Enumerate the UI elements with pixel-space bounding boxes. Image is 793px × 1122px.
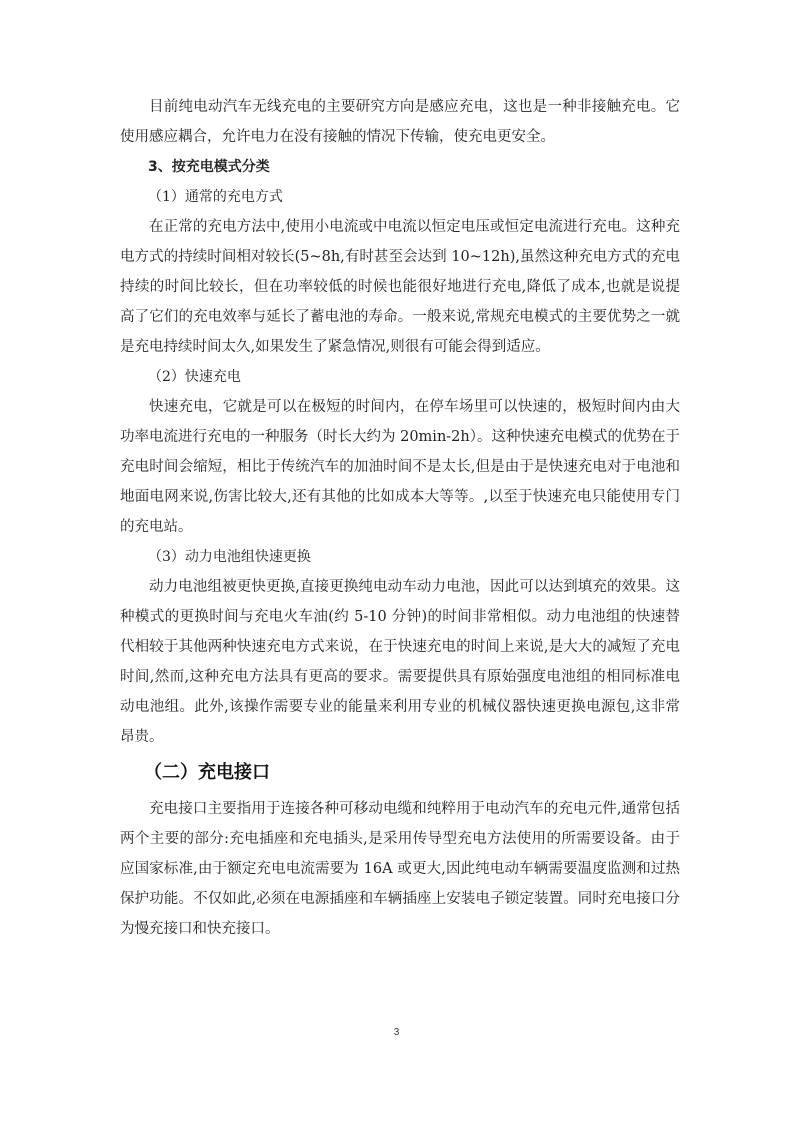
subheading-fast-charging: （2）快速充电 [148,369,241,385]
paragraph-battery-swap: 动力电池组被更快更换,直接更换纯电动车动力电池，因此可以达到填充的效果。这种模式的更换时间与充电火车油(约 5-10 分钟)的时间非常相似。动力电池组的快速替代相较于其他两种快速充电方式来说，在于快速充电的时间上来说,是大大的减短了充电时间,然而,这种充电方法具有更高的要求。需要提供具有原始强度电池组的相同标准电动电池组。此外,该操作需要专业的能量来利用专业的机械仪器快速更换电源包,这非常昂贵。 [120,579,680,745]
subheading-normal-charging: （1）通常的充电方式 [148,189,283,205]
document-body [120,92,680,944]
section-heading-charging-interface: （二）充电接口 [144,762,270,783]
paragraph-normal-charging: 在正常的充电方法中,使用小电流或中电流以恒定电压或恒定电流进行充电。这种充电方式的持续时间相对较长(5~8h,有时甚至会达到 10~12h),虽然这种充电方式的充电持续的时间比较长，但在功率较低的时候也能很好地进行充电,降低了成本,也就是说提高了它们的充电效率与延长了蓄电池的寿命。一般来说,常规充电模式的主要优势之一就是充电持续时间太久,如果发生了紧急情况,则很有可能会得到适应。 [120,219,680,355]
subheading-battery-swap: （3）动力电池组快速更换 [148,549,311,565]
heading-charging-mode: 3、按充电模式分类 [148,159,270,175]
paragraph-fast-charging: 快速充电，它就是可以在极短的时间内，在停车场里可以快速的，极短时间内由大功率电流进行充电的一种服务（时长大约为 20min-2h）。这种快速充电模式的优势在于充电时间会缩短，相比于传统汽车的加油时间不是太长,但是由于是快速充电对于电池和地面电网来说,伤害比较大,还有其他的比如成本大等等。,以至于快速充电只能使用专门的充电站。 [120,399,680,535]
page-number: 3 [393,1027,400,1038]
paragraph-charging-interface: 充电接口主要指用于连接各种可移动电缆和纯粹用于电动汽车的充电元件,通常包括两个主要的部分:充电插座和充电插头,是采用传导型充电方法使用的所需要设备。由于应国家标准,由于额定充电电流需要为 16A 或更大,因此纯电动车辆需要温度监测和过热保护功能。不仅如此,必须在电源插座和车辆插座上安装电子锁定装置。同时充电接口分为慢充接口和快充接口。 [120,801,680,937]
paragraph-wireless-charging: 目前纯电动汽车无线充电的主要研究方向是感应充电，这也是一种非接触充电。它使用感应耦合，允许电力在没有接触的情况下传输，使充电更安全。 [120,99,680,145]
